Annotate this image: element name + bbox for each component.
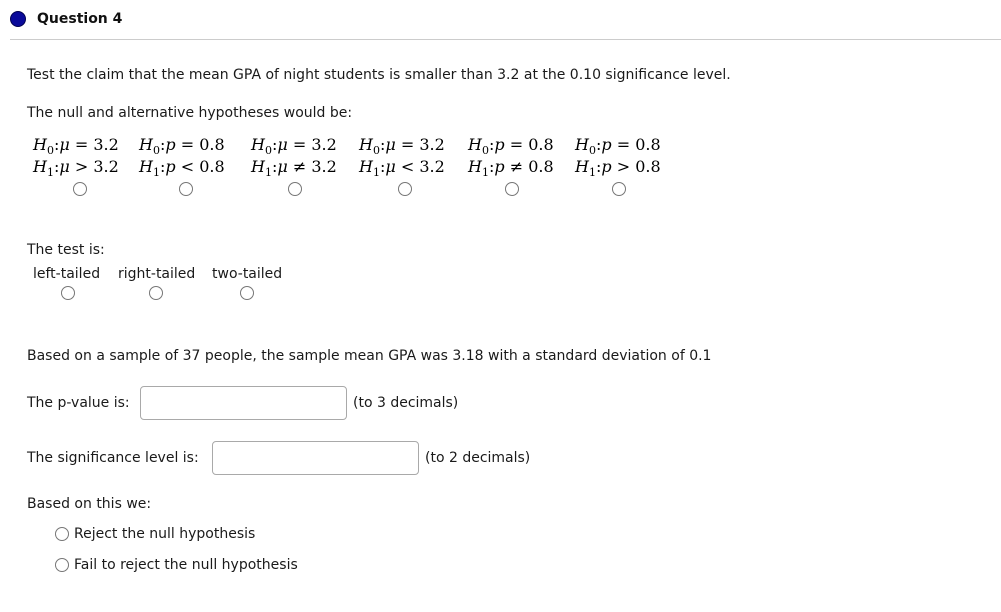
hypothesis-option-3[interactable]: $H_0:\mu = 3.2$ $H_1:\mu \ne 3.2$ <box>251 135 337 180</box>
question-prompt: Test the claim that the mean GPA of night students is smaller than 3.2 at the 0.10 significance level. <box>27 67 731 83</box>
question-title: Question 4 <box>37 11 123 27</box>
hypothesis-option-1[interactable]: $H_0:\mu = 3.2$ $H_1:\mu > 3.2$ <box>33 135 119 180</box>
test-type-label: The test is: <box>27 242 105 258</box>
reject-label: Reject the null hypothesis <box>74 526 256 542</box>
hypothesis-option-2[interactable]: $H_0:p = 0.8$ $H_1:p < 0.8$ <box>139 135 225 180</box>
question-header <box>10 8 122 30</box>
fail-to-reject-option[interactable] <box>55 557 298 573</box>
two-tailed-radio[interactable] <box>240 286 254 300</box>
right-tailed-radio[interactable] <box>149 286 163 300</box>
significance-input[interactable] <box>212 441 419 475</box>
reject-radio[interactable] <box>55 527 69 541</box>
hypothesis-option-6[interactable]: $H_0:p = 0.8$ $H_1:p > 0.8$ <box>575 135 661 180</box>
hypothesis-radio-4[interactable] <box>398 182 412 196</box>
left-tailed-label: left-tailed <box>33 266 101 282</box>
two-tailed-label: two-tailed <box>212 266 283 282</box>
hypothesis-radio-6[interactable] <box>612 182 626 196</box>
hypotheses-label: The null and alternative hypotheses would be: <box>27 105 353 121</box>
header-divider <box>10 39 1001 40</box>
hypothesis-radio-5[interactable] <box>505 182 519 196</box>
left-tailed-radio[interactable] <box>61 286 75 300</box>
hypothesis-radio-2[interactable] <box>179 182 193 196</box>
sample-info: Based on a sample of 37 people, the sample mean GPA was 3.18 with a standard deviation of 0.1 <box>27 348 712 364</box>
question-status-dot <box>10 11 26 27</box>
hypothesis-option-5[interactable]: $H_0:p = 0.8$ $H_1:p \ne 0.8$ <box>468 135 554 180</box>
pvalue-label: The p-value is: <box>27 395 130 411</box>
pvalue-input[interactable] <box>140 386 347 420</box>
significance-hint: (to 2 decimals) <box>425 450 531 466</box>
hypothesis-radio-3[interactable] <box>288 182 302 196</box>
hypothesis-option-4[interactable]: $H_0:\mu = 3.2$ $H_1:\mu < 3.2$ <box>359 135 445 180</box>
right-tailed-label: right-tailed <box>118 266 196 282</box>
fail-to-reject-radio[interactable] <box>55 558 69 572</box>
fail-to-reject-label: Fail to reject the null hypothesis <box>74 557 298 573</box>
pvalue-hint: (to 3 decimals) <box>353 395 459 411</box>
significance-label: The significance level is: <box>27 450 199 466</box>
hypothesis-radio-1[interactable] <box>73 182 87 196</box>
reject-option[interactable] <box>55 526 255 542</box>
conclusion-label: Based on this we: <box>27 496 152 512</box>
